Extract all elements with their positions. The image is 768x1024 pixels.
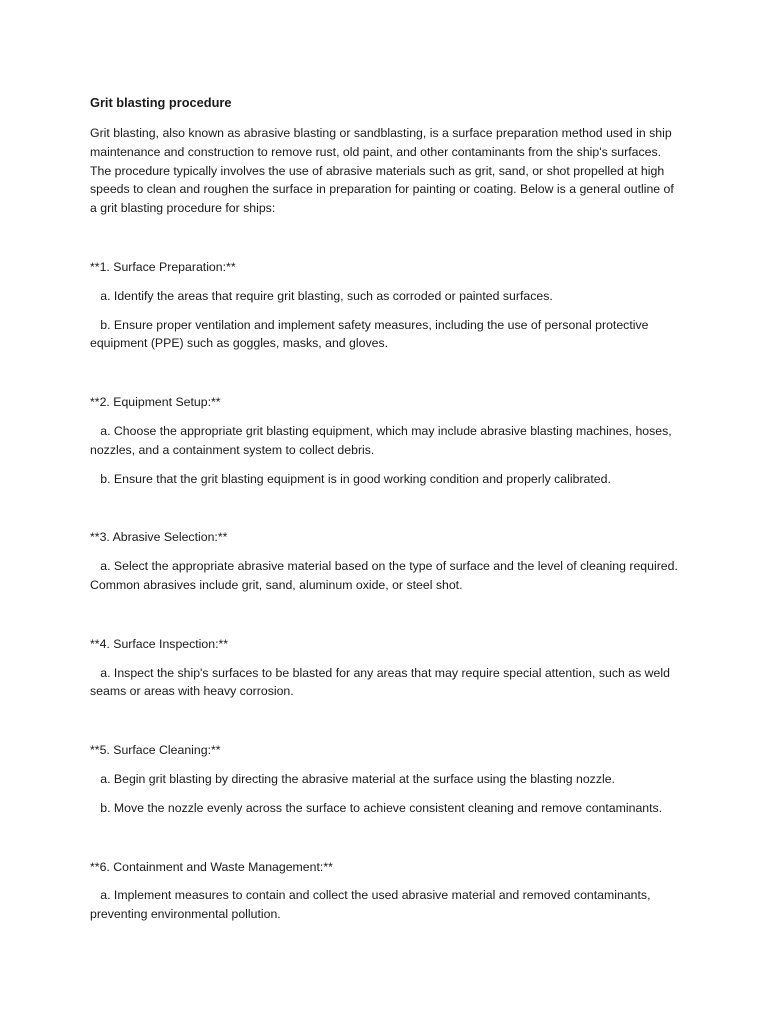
item-indent [90, 772, 100, 786]
intro-paragraph: Grit blasting, also known as abrasive blasting or sandblasting, is a surface preparation method used in ship maintenance and construction to remove rust, old paint, and other contaminants from the ship's surfaces. The procedure typically involves the use of abrasive materials such as grit, sand, or shot propelled at high speeds to clean and roughen the surface in preparation for painting or coating. Below is a general outline of a grit blasting procedure for ships: [90, 126, 674, 216]
section-heading: **6. Containment and Waste Management:** [90, 859, 333, 874]
item-indent [90, 801, 100, 815]
procedure-section [90, 858, 682, 924]
section-item [90, 770, 682, 789]
section-item [90, 799, 682, 818]
section-heading: **1. Surface Preparation:** [90, 259, 236, 274]
section-item-text: a. Begin grit blasting by directing the abrasive material at the surface using the blasting nozzle. [100, 771, 615, 786]
section-item-text: a. Inspect the ship's surfaces to be blasted for any areas that may require special attention, such as weld seams or areas with heavy corrosion. [90, 665, 670, 699]
item-indent [90, 289, 100, 303]
procedure-section [90, 258, 682, 353]
section-heading: **2. Equipment Setup:** [90, 395, 221, 410]
item-indent [90, 666, 100, 680]
section-item-text: a. Identify the areas that require grit blasting, such as corroded or painted surfaces. [100, 288, 553, 303]
procedure-section [90, 393, 682, 488]
section-item-text: a. Select the appropriate abrasive material based on the type of surface and the level of cleaning required. Common abrasives include grit, sand, aluminum oxide, or steel shot. [90, 559, 678, 592]
item-indent [90, 318, 100, 332]
section-heading: **4. Surface Inspection:** [90, 636, 229, 651]
section-item [90, 422, 682, 460]
item-indent [90, 559, 100, 573]
document-title: Grit blasting procedure [90, 95, 232, 110]
item-indent [90, 472, 100, 486]
section-item [90, 470, 682, 489]
section-heading: **5. Surface Cleaning:** [90, 743, 221, 758]
item-indent [90, 424, 100, 438]
section-heading: **3. Abrasive Selection:** [90, 530, 228, 545]
procedure-section [90, 741, 682, 817]
procedure-section [90, 635, 682, 701]
section-item-text: a. Implement measures to contain and collect the used abrasive material and removed contaminants, preventing environmental pollution. [90, 888, 651, 922]
section-item-text: b. Ensure proper ventilation and implement safety measures, including the use of personal protective equipment (PPE) such as goggles, masks, and gloves. [90, 317, 649, 351]
section-item [90, 316, 682, 354]
procedure-sections [90, 258, 682, 924]
section-item [90, 886, 682, 924]
procedure-section [90, 528, 682, 594]
document-body [90, 94, 682, 934]
item-indent [90, 888, 100, 902]
section-item [90, 664, 682, 702]
section-item-text: b. Ensure that the grit blasting equipment is in good working condition and properly calibrated. [100, 471, 611, 486]
section-item-text: b. Move the nozzle evenly across the surface to achieve consistent cleaning and remove contaminants. [100, 800, 663, 815]
section-item [90, 557, 682, 595]
section-item-text: a. Choose the appropriate grit blasting equipment, which may include abrasive blasting machines, hoses, nozzles, and a containment system to collect debris. [90, 423, 672, 457]
section-item [90, 287, 682, 306]
